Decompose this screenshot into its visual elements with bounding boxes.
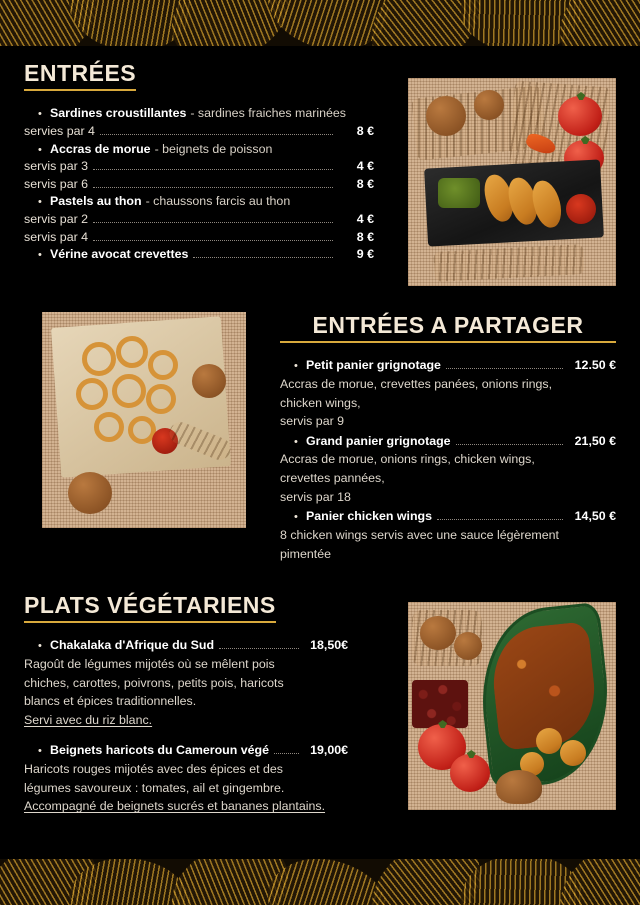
bullet-icon: • [38, 196, 42, 209]
dish-name: Pastels au thon [50, 194, 142, 209]
wooden-bowl-small [474, 90, 504, 120]
bullet-icon: • [38, 108, 42, 121]
decorative-leaf-band-top [0, 0, 640, 46]
leader-dots [437, 519, 563, 520]
leader-dots [93, 187, 333, 188]
dish-description-line: blancs et épices traditionnelles. [24, 694, 197, 709]
section-plats-vegetariens [24, 592, 616, 832]
dish-description-line: servis par 18 [280, 489, 351, 504]
menu-item-sardines-portion-1 [24, 123, 374, 141]
wooden-bowl-small [454, 632, 482, 660]
red-beans [412, 680, 468, 728]
price: 4 € [356, 212, 374, 227]
tomato [450, 754, 490, 792]
dish-description-line: légumes savoureux : tomates, ail et gingembre. [24, 780, 285, 795]
leader-dots [456, 444, 563, 445]
onion-ring [82, 342, 116, 376]
dish-serving-note: Servi avec du riz blanc. [24, 712, 153, 727]
wooden-bowl [192, 364, 226, 398]
dipping-sauce [566, 194, 596, 224]
photo-plat-vegetarien [408, 602, 616, 810]
dish-description: - sardines fraiches marinées [190, 106, 346, 121]
spacer [24, 729, 348, 742]
dish-description-line: chicken wings, [280, 395, 361, 410]
menu-item-pastels-portion-1 [24, 211, 374, 229]
photo-accras-pastels [408, 78, 616, 286]
onion-ring [146, 384, 176, 414]
wooden-bowl [420, 616, 456, 650]
bullet-icon: • [38, 745, 42, 758]
leader-dots [93, 169, 333, 170]
menu-item-pastels-portion-2 [24, 229, 374, 247]
dish-description-line: Ragoût de légumes mijotés où se mêlent pois [24, 657, 275, 672]
tomato [558, 96, 602, 136]
portion-label: servies par 4 [24, 124, 95, 139]
bullet-icon: • [38, 249, 42, 262]
menu-item-petit-panier [294, 357, 616, 375]
dish-description-line: servis par 9 [280, 414, 345, 429]
dish-description: - chaussons farcis au thon [145, 194, 291, 209]
wood-board-front [433, 244, 584, 282]
menu-item-sardines [38, 105, 374, 123]
leader-dots [93, 222, 333, 223]
photo-panier-grignotage [42, 312, 246, 528]
menu-item-beignets-haricots [38, 742, 348, 760]
sweet-fritter [560, 740, 586, 766]
leader-dots [219, 648, 299, 649]
sweet-fritter [536, 728, 562, 754]
dish-name: Panier chicken wings [306, 509, 433, 524]
portion-label: servis par 4 [24, 229, 89, 244]
onion-ring [94, 412, 124, 442]
wooden-cup [68, 472, 112, 514]
menu-item-accras-portion-2 [24, 176, 374, 194]
decorative-leaf-band-bottom [0, 859, 640, 905]
price: 8 € [356, 229, 374, 244]
menu-item-panier-chicken-wings [294, 508, 616, 526]
portion-label: servis par 2 [24, 212, 89, 227]
section-title-entrees: ENTRÉES [24, 60, 136, 91]
salad-garnish [438, 178, 480, 208]
entrees-items [24, 105, 374, 263]
dish-description-line: Haricots rouges mijotés avec des épices et des [24, 762, 283, 777]
menu-item-verine [38, 246, 374, 264]
onion-ring [112, 374, 146, 408]
menu-item-grand-panier [294, 433, 616, 451]
price: 18,50€ [310, 638, 348, 653]
dish-description-line: Accras de morue, crevettes panées, onions rings, [280, 377, 553, 392]
dish-name: Chakalaka d'Afrique du Sud [50, 638, 215, 653]
onion-ring [76, 378, 108, 410]
bullet-icon: • [294, 435, 298, 448]
dish-name: Grand panier grignotage [306, 433, 451, 448]
menu-item-chakalaka [38, 637, 348, 655]
section-entrees [24, 60, 616, 300]
dish-description-line: Accras de morue, onions rings, chicken wings, [280, 452, 535, 467]
menu-item-pastels [38, 193, 374, 211]
dish-name: Accras de morue [50, 141, 151, 156]
menu-item-accras-portion-1 [24, 158, 374, 176]
wooden-cup [496, 770, 542, 804]
portion-label: servis par 3 [24, 159, 89, 174]
bullet-icon: • [38, 143, 42, 156]
dish-serving-note: Accompagné de beignets sucrés et bananes plantains. [24, 799, 326, 814]
leader-dots [93, 240, 333, 241]
bullet-icon: • [38, 640, 42, 653]
dish-description: - beignets de poisson [154, 141, 273, 156]
onion-ring [148, 350, 178, 380]
portion-label: servis par 6 [24, 176, 89, 191]
entrees-partager-items [280, 312, 616, 563]
dish-description-line: 8 chicken wings servis avec une sauce légèrement [280, 527, 559, 542]
price: 12.50 € [574, 358, 616, 373]
bullet-icon: • [294, 511, 298, 524]
leader-dots [446, 368, 563, 369]
dish-description-line: crevettes pannées, [280, 471, 385, 486]
leader-dots [193, 257, 333, 258]
price: 14,50 € [574, 509, 616, 524]
plats-vegetariens-items [24, 637, 348, 815]
onion-ring [116, 336, 148, 368]
leader-dots [100, 134, 333, 135]
price: 21,50 € [574, 433, 616, 448]
menu-page [0, 46, 640, 859]
leader-dots [274, 753, 299, 754]
menu-item-accras [38, 141, 374, 159]
price: 4 € [356, 159, 374, 174]
wooden-bowl [426, 96, 466, 136]
section-entrees-a-partager [24, 312, 616, 570]
price: 19,00€ [310, 743, 348, 758]
price: 8 € [356, 176, 374, 191]
section-title-entrees-a-partager: ENTRÉES A PARTAGER [280, 312, 616, 343]
dish-description-line: pimentée [280, 546, 331, 561]
dish-name: Sardines croustillantes [50, 106, 187, 121]
dish-name: Vérine avocat crevettes [50, 247, 189, 262]
dish-name: Beignets haricots du Cameroun végé [50, 743, 269, 758]
bullet-icon: • [294, 360, 298, 373]
price: 8 € [356, 124, 374, 139]
dish-description-line: chiches, carottes, poivrons, petits pois, haricots [24, 675, 284, 690]
price: 9 € [356, 247, 374, 262]
dish-name: Petit panier grignotage [306, 358, 441, 373]
section-title-plats-vegetariens: PLATS VÉGÉTARIENS [24, 592, 276, 623]
